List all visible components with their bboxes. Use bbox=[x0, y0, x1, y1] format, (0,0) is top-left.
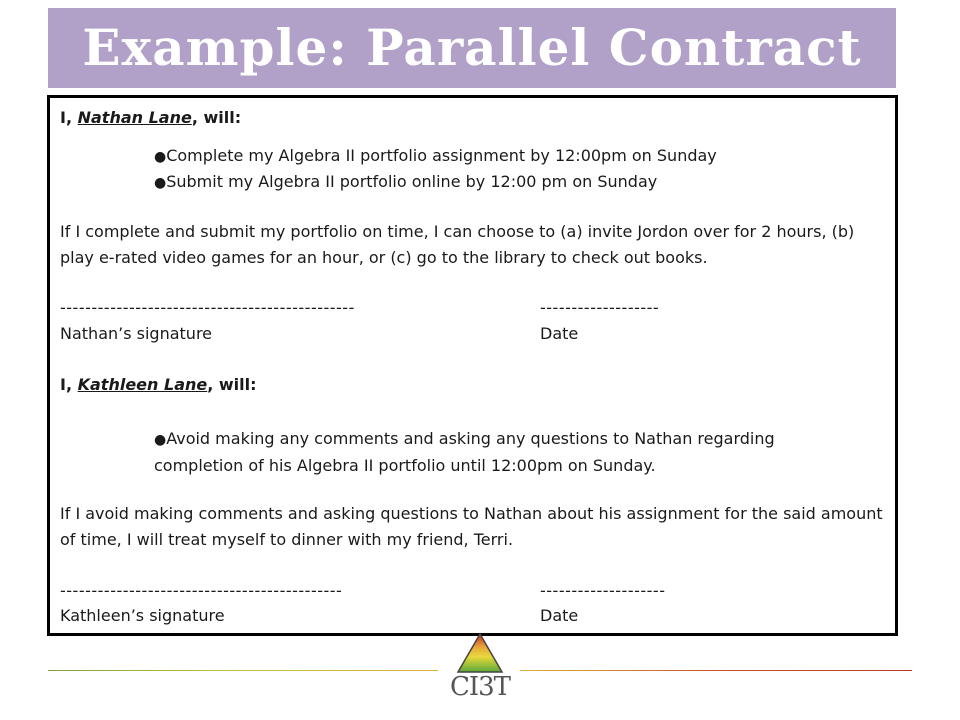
first-party-bullet-1-text: Complete my Algebra II portfolio assignment by 12:00pm on Sunday bbox=[166, 146, 717, 165]
bullet-icon: ● bbox=[154, 149, 167, 165]
second-party-bullet-1-text: Avoid making any comments and asking any questions to Nathan regarding completion of his Algebra II portfolio until 12:00pm on Sunday. bbox=[154, 429, 775, 475]
first-party-date-label: Date bbox=[540, 324, 579, 343]
first-party-pledge bbox=[60, 106, 241, 130]
second-party-pledge bbox=[60, 373, 257, 397]
logo-text: CI3T bbox=[449, 672, 511, 702]
first-party-bullet-2 bbox=[154, 170, 657, 195]
first-party-suffix: , will: bbox=[191, 108, 242, 127]
second-party-signature-line: --------------------------------------------- bbox=[60, 581, 343, 600]
second-party-date-line: -------------------- bbox=[540, 581, 666, 600]
second-party-name: Kathleen Lane bbox=[77, 375, 208, 394]
triangle-logo-icon bbox=[444, 632, 516, 676]
first-party-bullet-2-text: Submit my Algebra II portfolio online by 12:00 pm on Sunday bbox=[166, 172, 658, 191]
second-party-prefix: I, bbox=[60, 375, 78, 394]
contract-document bbox=[47, 95, 898, 636]
footer-divider-left bbox=[48, 670, 438, 671]
second-party-date-label: Date bbox=[540, 606, 579, 625]
second-party-signature-label: Kathleen’s signature bbox=[60, 606, 225, 625]
footer-divider-right bbox=[520, 670, 912, 671]
first-party-reward: If I complete and submit my portfolio on time, I can choose to (a) invite Jordon over for 2 hours, (b) play e-rated video games for an hour, or (c) go to the library to check out books. bbox=[60, 222, 855, 267]
first-party-prefix: I, bbox=[60, 108, 78, 127]
second-party-reward: If I avoid making comments and asking questions to Nathan about his assignment for the said amount of time, I will treat myself to dinner with my friend, Terri. bbox=[60, 504, 883, 549]
second-party-bullet-1 bbox=[154, 426, 834, 479]
first-party-signature-label: Nathan’s signature bbox=[60, 324, 213, 343]
second-party-suffix: , will: bbox=[207, 375, 257, 394]
first-party-date-line: ------------------- bbox=[540, 298, 660, 317]
first-party-name: Nathan Lane bbox=[77, 108, 192, 127]
bullet-icon: ● bbox=[154, 175, 167, 191]
bullet-icon: ● bbox=[154, 432, 167, 448]
title-bar bbox=[48, 8, 896, 88]
ci3t-logo bbox=[444, 632, 516, 718]
first-party-bullet-1 bbox=[154, 144, 717, 169]
first-party-signature-line: ----------------------------------------------- bbox=[60, 298, 355, 317]
page-title: Example: Parallel Contract bbox=[82, 18, 862, 77]
